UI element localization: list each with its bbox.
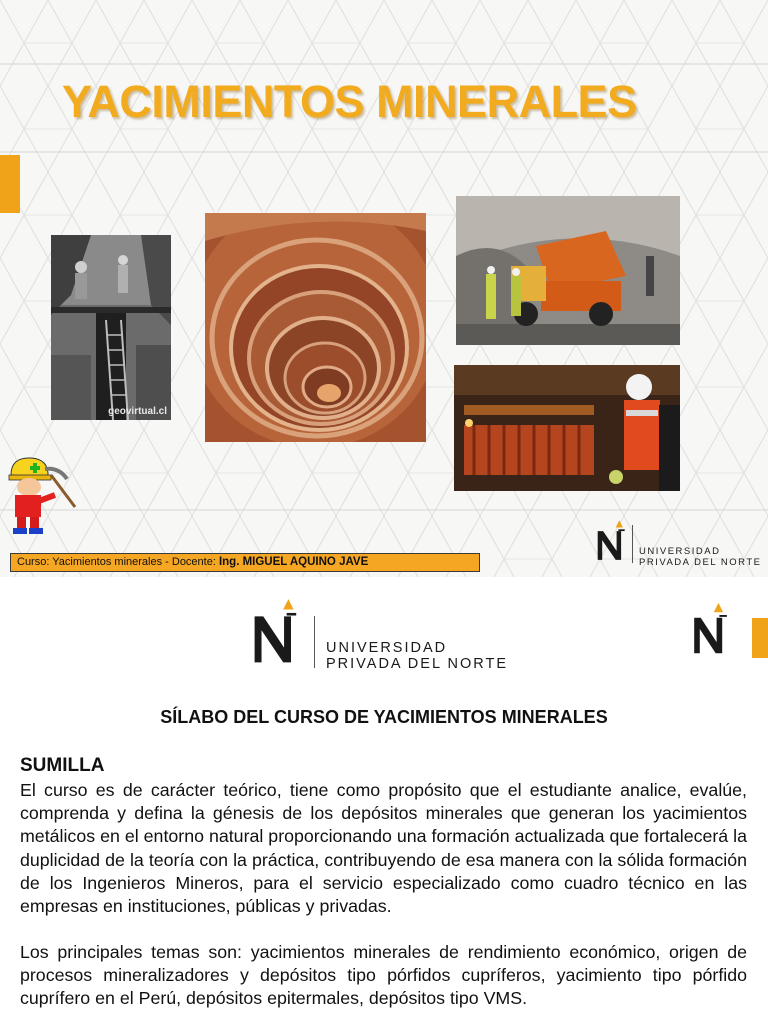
- left-accent-bar: [0, 155, 20, 213]
- upn-n-small-icon: [692, 601, 730, 657]
- open-pit-mine-photo: [205, 213, 426, 442]
- logo-line-1: UNIVERSIDAD: [326, 640, 448, 656]
- right-accent-bar: [752, 618, 768, 658]
- sumilla-paragraph: El curso es de carácter teórico, tiene como propósito que el estudiante analice, evalúe, comprenda y defina la génesis de los depósitos minerales que generan los yacimientos metálicos en el entorno natural proporcionando una formación actualizada que fortalecerá la duplicidad de la teoría con la práctica, contribuyendo de esa manera con la sólida formación de los Ingenieros Mineros, para el servicio especializado como cuadro técnico en las empresas en instituciones, públicas y privadas.: [20, 780, 747, 917]
- underground-truck-photo: [456, 196, 680, 345]
- refinery-worker-photo: [454, 365, 680, 491]
- logo-line-2: PRIVADA DEL NORTE: [639, 556, 762, 568]
- logo-line-2: PRIVADA DEL NORTE: [326, 656, 508, 673]
- photo-credit: geovirtual.cl: [108, 406, 167, 417]
- slide-title: YACIMIENTOS MINERALES: [62, 76, 637, 127]
- course-label: Curso: Yacimientos minerales - Docente:: [17, 556, 219, 568]
- logo-line-1: UNIVERSIDAD: [639, 546, 721, 557]
- instructor-name: Ing. MIGUEL AQUINO JAVE: [218, 556, 369, 568]
- historic-mining-photo: [51, 235, 171, 420]
- upn-n-icon: [252, 592, 304, 672]
- miner-mascot-icon: [3, 455, 78, 537]
- section-title-sumilla: SUMILLA: [20, 755, 105, 776]
- upn-n-icon: [595, 517, 631, 565]
- syllabus-heading: SÍLABO DEL CURSO DE YACIMIENTOS MINERALES: [160, 707, 608, 727]
- topics-paragraph: Los principales temas son: yacimientos minerales de rendimiento económico, origen de procesos mineralizadores y depósitos tipo pórfidos cupríferos, yacimiento tipo pórfido cuprífero en el Perú, depósitos epitermales, depósitos tipo VMS.: [20, 942, 747, 1009]
- upn-logo-header: [252, 592, 522, 672]
- syllabus-page: [0, 577, 768, 1024]
- course-info-bar: [10, 553, 480, 572]
- upn-logo-slide: [595, 517, 765, 569]
